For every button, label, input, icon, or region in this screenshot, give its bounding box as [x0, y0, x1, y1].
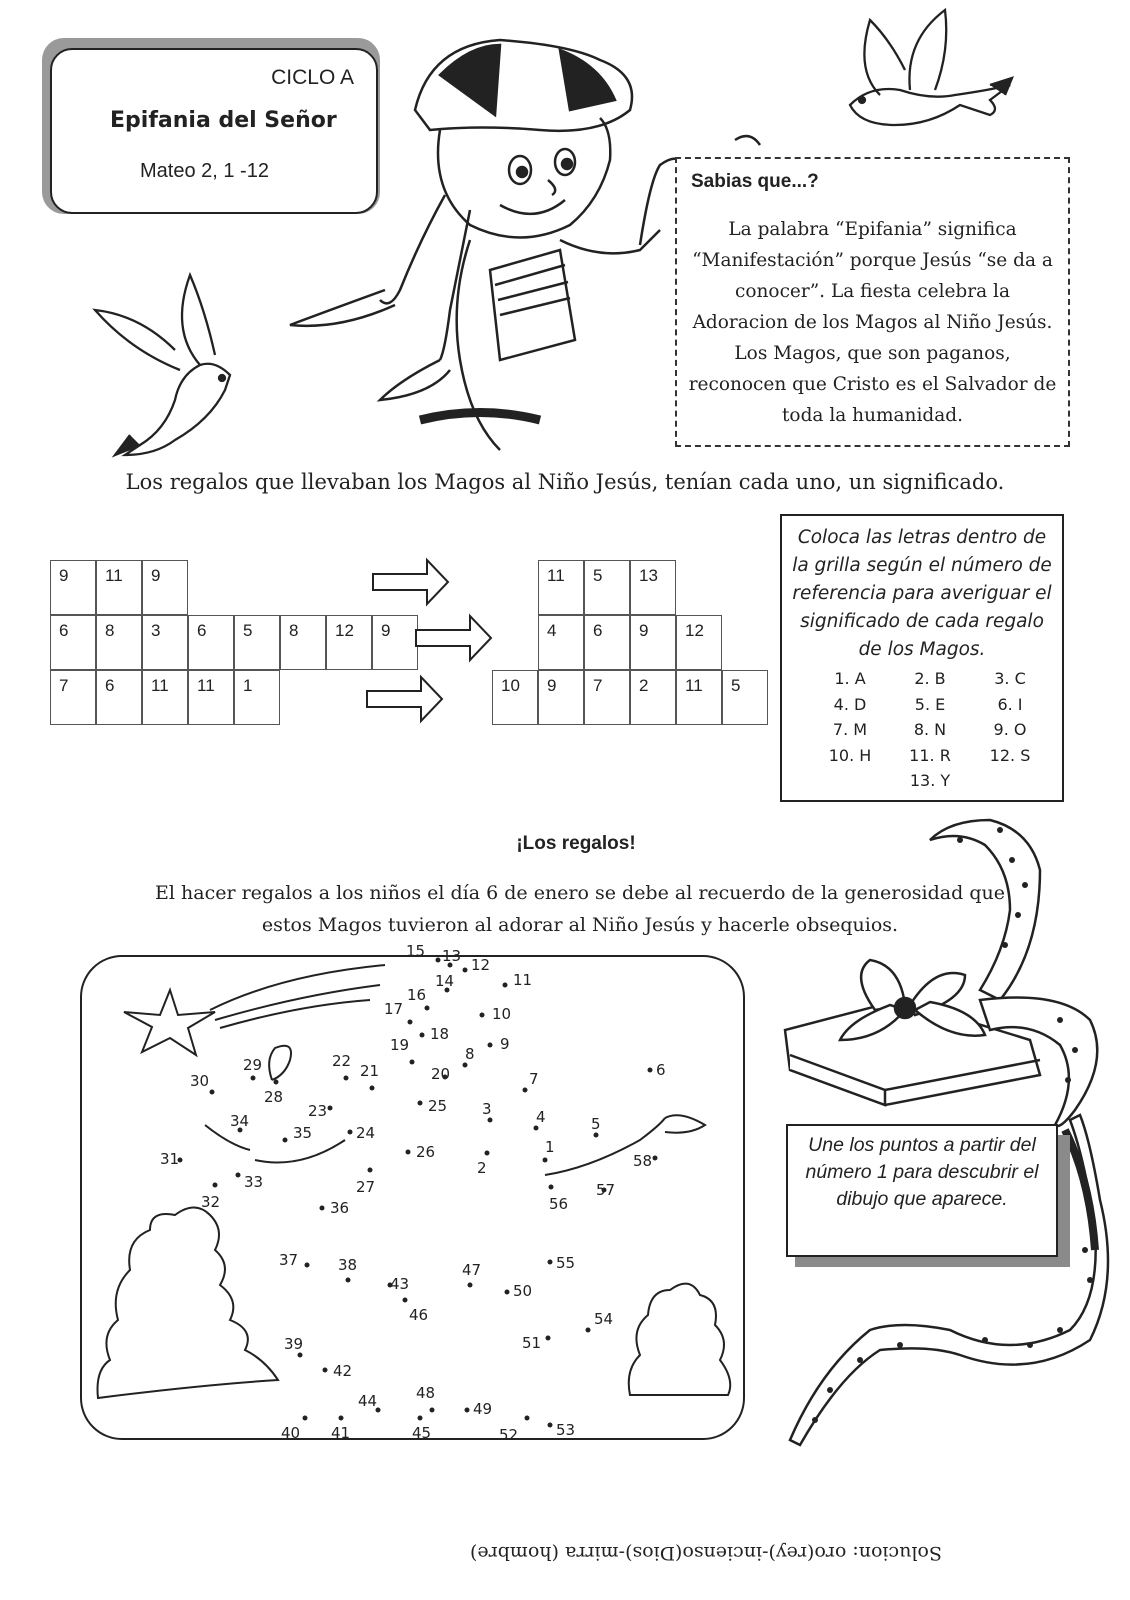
gifts-heading: ¡Los regalos!: [516, 833, 636, 854]
cell-number: 10: [501, 676, 520, 695]
cell-number: 8: [105, 621, 115, 640]
cell-number: 3: [151, 621, 161, 640]
dot-number: 10: [492, 1005, 512, 1023]
cell-number: 11: [105, 566, 123, 585]
dot-number: 21: [360, 1062, 380, 1080]
cell-number: 12: [335, 621, 354, 640]
gifts-text: El hacer regalos a los niños el día 6 de enero se debe al recuerdo de la generosidad que estos Magos tuvieron al adorar al Niño Jesús y hacerle obsequios.: [155, 882, 1005, 936]
dot-number: 53: [556, 1421, 576, 1439]
dot-number: 9: [500, 1035, 510, 1053]
dot-number: 41: [331, 1424, 351, 1442]
dot-number: 56: [549, 1195, 569, 1213]
dot-number: 48: [416, 1384, 436, 1402]
dot-number: 12: [471, 956, 491, 974]
cell-number: 9: [59, 566, 69, 585]
dot-number: 4: [536, 1108, 546, 1126]
legend-code: 6. I: [997, 694, 1023, 714]
cell-number: 11: [197, 676, 215, 695]
dot-number: 49: [473, 1400, 493, 1418]
dot-number: 26: [416, 1143, 436, 1161]
legend-code: 13. Y: [909, 771, 951, 790]
dot-number: 19: [390, 1036, 410, 1054]
dot-number: 33: [244, 1173, 264, 1191]
connect-dots-instruction: [786, 1124, 1058, 1257]
page-title: Epifania del Señor: [110, 108, 337, 133]
dot-number: 5: [591, 1115, 601, 1133]
legend-code: 8. N: [913, 720, 947, 739]
dot-number: 23: [308, 1102, 328, 1120]
dot-number: 15: [406, 942, 426, 960]
dot-number: 28: [264, 1088, 284, 1106]
cell-number: 9: [381, 621, 391, 640]
dot-number: 29: [243, 1056, 263, 1074]
cell-number: 6: [59, 621, 69, 640]
cell-number: 6: [593, 621, 603, 640]
dot-number: 51: [522, 1334, 542, 1352]
legend-code: 7. M: [832, 720, 868, 739]
cell-number: 11: [151, 676, 169, 695]
gifts-intro-text: Los regalos que llevaban los Magos al Niño Jesús, tenían cada uno, un significado.: [125, 470, 1005, 494]
dot-number: 18: [430, 1025, 450, 1043]
dot-number: 42: [333, 1362, 353, 1380]
dot-number: 39: [284, 1335, 304, 1353]
dot-number: 14: [435, 972, 455, 990]
dot-number: 52: [499, 1426, 519, 1444]
cycle-label: CICLO A: [271, 66, 354, 89]
dot-number: 27: [356, 1178, 376, 1196]
cell-number: 5: [731, 676, 741, 695]
dot-number: 58: [633, 1152, 653, 1170]
dot-number: 55: [556, 1254, 576, 1272]
connect-dots-text: Une los puntos a partir del número 1 para descubrir el dibujo que aparece.: [805, 1134, 1039, 1210]
cell-number: 12: [685, 621, 704, 640]
dot-number: 17: [384, 1000, 404, 1018]
legend-instructions: Coloca las letras dentro de la grilla según el número de referencia para averiguar el significado de cada regalo de los Magos.: [792, 527, 1052, 660]
dot-number: 22: [332, 1052, 352, 1070]
gospel-reading: Mateo 2, 1 -12: [140, 160, 269, 182]
cell-number: 7: [593, 676, 603, 695]
dot-number: 32: [201, 1193, 221, 1211]
dot-number: 25: [428, 1097, 448, 1115]
dot-number: 30: [190, 1072, 210, 1090]
cell-number: 9: [639, 621, 649, 640]
legend-code: 3. C: [994, 669, 1026, 688]
dot-number: 47: [462, 1261, 482, 1279]
dot-number: 31: [160, 1150, 180, 1168]
cell-number: 9: [151, 566, 161, 585]
legend-code: 2. B: [914, 669, 946, 688]
legend-code: 9. O: [993, 720, 1027, 739]
legend-code: 11. R: [909, 745, 951, 765]
cell-number: 6: [105, 676, 115, 695]
dot-number: 34: [230, 1112, 250, 1130]
cell-number: 2: [639, 676, 649, 695]
cell-number: 5: [593, 566, 603, 585]
dot-number: 54: [594, 1310, 614, 1328]
dot-number: 3: [482, 1100, 492, 1118]
legend-code: 10. H: [828, 745, 872, 765]
cell-number: 8: [289, 621, 299, 640]
dot-number: 50: [513, 1282, 533, 1300]
cell-number: 13: [639, 566, 658, 585]
dot-number: 35: [293, 1124, 313, 1142]
cell-number: 5: [243, 621, 253, 640]
cell-number: 4: [547, 621, 557, 640]
dot-number: 45: [412, 1424, 432, 1442]
dot-number: 7: [529, 1070, 539, 1088]
legend-code: 12. S: [989, 745, 1031, 765]
did-you-know-title: Sabias que...?: [691, 171, 819, 192]
dot-number: 11: [513, 971, 533, 989]
dot-number: 2: [477, 1159, 487, 1177]
dot-number: 44: [358, 1392, 378, 1410]
dot-number: 38: [338, 1256, 358, 1274]
dot-number: 43: [390, 1275, 410, 1293]
solution-upside-down: Solucion: oro(rey)-incienso(Dios)-mirra (hombre): [470, 1542, 942, 1564]
cell-number: 1: [243, 676, 253, 695]
cell-number: 6: [197, 621, 207, 640]
dot-number: 13: [442, 947, 462, 965]
cell-number: 11: [547, 566, 565, 585]
cell-number: 7: [59, 676, 69, 695]
dot-number: 40: [281, 1424, 301, 1442]
dot-number: 16: [407, 986, 427, 1004]
dot-number: 36: [330, 1199, 350, 1217]
legend-code: 5. E: [914, 694, 946, 714]
dot-number: 24: [356, 1124, 376, 1142]
dot-number: 20: [431, 1065, 451, 1083]
did-you-know-text: La palabra “Epifania” significa “Manifestación” porque Jesús “se da a conocer”. La fiesta celebra la Adoracion de los Magos al Niño Jesús. Los Magos, que son paganos, reconocen que Cristo es el Salvador de toda la humanidad.: [688, 219, 1057, 426]
dot-number: 8: [465, 1045, 475, 1063]
legend-code: 1. A: [834, 669, 866, 688]
cell-number: 9: [547, 676, 557, 695]
cell-number: 11: [685, 676, 703, 695]
dot-number: 1: [545, 1138, 555, 1156]
dot-number: 6: [656, 1061, 666, 1079]
dot-number: 57: [596, 1181, 616, 1199]
dot-number: 46: [409, 1306, 429, 1324]
dot-number: 37: [279, 1251, 299, 1269]
legend-code: 4. D: [833, 694, 867, 714]
